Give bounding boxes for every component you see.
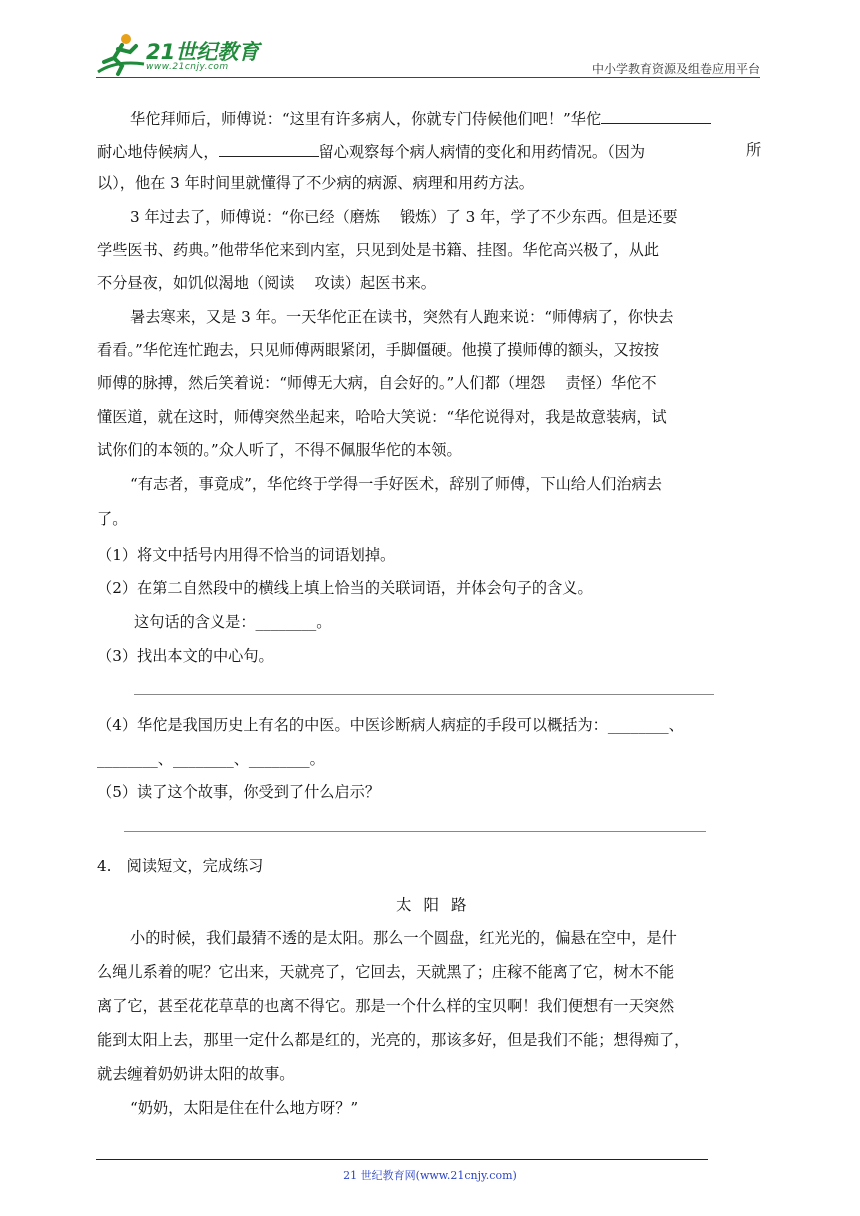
passage-line: 试你们的本领的。”众人听了，不得不佩服华佗的本领。 <box>97 441 462 459</box>
passage-line: 学些医书、药典。”他带华佗来到内室，只见到处是书籍、挂图。华佗高兴极了，从此 <box>97 241 660 259</box>
passage-line: 能到太阳上去，那里一定什么都是红的，光亮的，那该多好，但是我们不能；想得痴了， <box>97 1031 690 1049</box>
passage-line: 所 <box>746 141 762 159</box>
answer-line[interactable] <box>124 831 706 832</box>
question-5: （5）读了这个故事，你受到了什么启示？ <box>97 783 381 801</box>
footer-divider <box>96 1159 708 1160</box>
passage-line: 师傅的脉搏，然后笑着说：“师傅无大病，自会好的。”人们都（埋怨 责怪）华佗不 <box>97 374 657 392</box>
fill-blank[interactable] <box>601 107 711 124</box>
passage-line: 就去缠着奶奶讲太阳的故事。 <box>97 1065 295 1083</box>
footer-link[interactable]: 21 世纪教育网(www.21cnjy.com) <box>343 1169 517 1182</box>
answer-line[interactable] <box>134 694 714 695</box>
passage-line: 小的时候，我们最猜不透的是太阳。那么一个圆盘，红光光的，偏悬在空中，是什 <box>130 929 677 947</box>
logo-url: www.21cnjy.com <box>146 62 229 72</box>
site-logo <box>96 32 266 78</box>
passage-line: 离了它，甚至花花草草的也离不得它。那是一个什么样的宝贝啊！我们便想有一天突然 <box>97 997 675 1015</box>
question-2: （2）在第二自然段中的横线上填上恰当的关联词语，并体会句子的含义。 <box>97 579 593 597</box>
header-divider <box>96 77 760 78</box>
question-1: （1）将文中括号内用得不恰当的词语划掉。 <box>97 546 396 564</box>
page-header <box>96 30 760 78</box>
passage-line: 华佗拜师后，师傅说：“这里有许多病人，你就专门侍候他们吧！”华佗 <box>130 107 711 129</box>
passage-line: 3 年过去了，师傅说：“你已经（磨炼 锻炼）了 3 年，学了不少东西。但是还要 <box>130 208 678 226</box>
passage-line: 暑去寒来，又是 3 年。一天华佗正在读书，突然有人跑来说：“师傅病了，你快去 <box>130 308 674 326</box>
passage-line: 不分昼夜，如饥似渴地（阅读 攻读）起医书来。 <box>97 274 436 292</box>
platform-label: 中小学教育资源及组卷应用平台 <box>591 62 760 76</box>
passage-title: 太阳路 <box>396 896 479 914</box>
passage-line: 以），他在 3 年时间里就懂得了不少病的病源、病理和用药方法。 <box>97 174 534 192</box>
question-2-answer: 这句话的含义是：________。 <box>134 613 332 631</box>
question-4-continued: ________、________、________。 <box>97 750 325 768</box>
runner-logo-icon <box>96 32 148 78</box>
passage-line: 懂医道，就在这时，师傅突然坐起来，哈哈大笑说：“华佗说得对，我是故意装病，试 <box>97 408 667 426</box>
passage-line: “有志者，事竟成”，华佗终于学得一手好医术，辞别了师傅，下山给人们治病去 <box>130 475 662 493</box>
question-3: （3）找出本文的中心句。 <box>97 647 274 665</box>
passage-line: “奶奶，太阳是住在什么地方呀？” <box>130 1099 359 1117</box>
passage-line: 么绳儿系着的呢？它出来，天就亮了，它回去，天就黑了；庄稼不能离了它，树木不能 <box>97 963 675 981</box>
passage-line: 耐心地侍候病人， 留心观察每个病人病情的变化和用药情况。（因为 <box>97 140 645 162</box>
fill-blank[interactable] <box>219 140 319 157</box>
logo-text: 21世纪教育 <box>146 40 260 64</box>
passage-line: 看看。”华佗连忙跑去，只见师傅两眼紧闭，手脚僵硬。他摸了摸师傅的额头，又按按 <box>97 341 660 359</box>
question-4: （4）华佗是我国历史上有名的中医。中医诊断病人病症的手段可以概括为：________、 <box>97 716 684 734</box>
section-heading: 4. 阅读短文，完成练习 <box>97 857 264 875</box>
passage-line: 了。 <box>97 510 128 528</box>
